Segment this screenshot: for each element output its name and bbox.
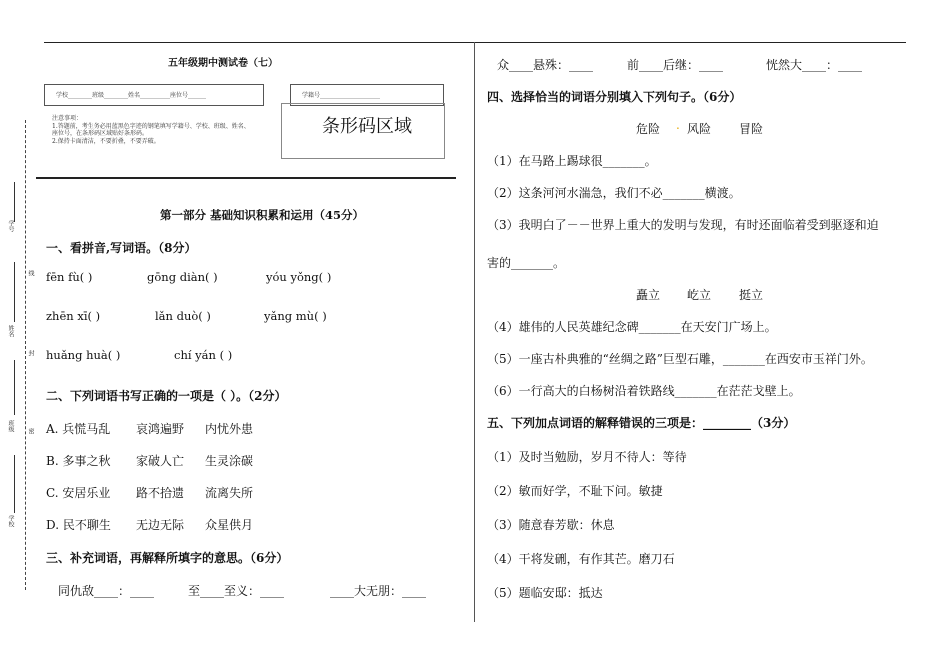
q5-title: 五、下列加点词语的解释错误的三项是：________（3分） xyxy=(487,416,796,430)
fill-item: 众____悬殊：____ xyxy=(497,58,594,72)
pinyin-item: fēn fù( ) xyxy=(46,270,93,284)
binding-mi: 密 xyxy=(27,428,34,434)
binding-blank xyxy=(14,262,15,322)
barcode-label: 条形码区域 xyxy=(322,116,412,137)
word-choice: 冒险 xyxy=(739,122,764,136)
option-word: 生灵涂碳 xyxy=(205,454,254,468)
binding-blank xyxy=(14,182,15,222)
info-line: 学校________班级________姓名__________座位号______ xyxy=(56,92,207,99)
option-word: 众星供月 xyxy=(205,518,254,532)
q1-title: 一、看拼音,写词语。（8分） xyxy=(46,241,197,255)
option-word: 路不拾遗 xyxy=(136,486,185,500)
pinyin-item: yóu yǒng( ) xyxy=(266,270,332,284)
exam-title: 五年级期中测试卷（七） xyxy=(168,58,278,69)
pinyin-item: gōng diàn( ) xyxy=(147,270,218,284)
binding-feng: 封 xyxy=(27,350,34,356)
q3-title: 三、补充词语，再解释所填字的意思。（6分） xyxy=(46,551,289,565)
binding-blank xyxy=(14,360,15,415)
explain-item: （1）及时当勉励，岁月不待人：等待 xyxy=(487,450,687,464)
word-choice: 屹立 xyxy=(687,288,712,302)
sentence: （4）雄伟的人民英雄纪念碑_______在天安门广场上。 xyxy=(487,320,777,334)
sentence: （5）一座古朴典雅的“丝绸之路”巨型石雕，_______在西安市玉祥门外。 xyxy=(487,352,873,366)
center-divider xyxy=(474,42,475,622)
word-choice: 矗立 xyxy=(636,288,661,302)
pinyin-item: chí yán ( ) xyxy=(174,348,233,362)
notice-title: 注意事项： xyxy=(52,115,83,122)
pinyin-item: lǎn duò( ) xyxy=(155,309,211,323)
option-a: A. 兵慌马乱 xyxy=(46,422,111,436)
sentence: （1）在马路上踢球很_______。 xyxy=(487,154,657,168)
sentence: （3）我明白了－－世界上重大的发明与发现，有时还面临着受到驱逐和迫 xyxy=(487,218,879,232)
fill-item: 恍然大____：____ xyxy=(766,58,863,72)
binding-xingming: 姓名 xyxy=(7,325,14,337)
explain-item: （5）题临安邸：抵达 xyxy=(487,586,603,600)
q4-title: 四、选择恰当的词语分别填入下列句子。（6分） xyxy=(487,90,742,104)
option-word: 哀鸿遍野 xyxy=(136,422,185,436)
option-d: D. 民不聊生 xyxy=(46,518,111,532)
student-no-line: 学籍号____________________ xyxy=(302,92,381,99)
pinyin-item: zhēn xī( ) xyxy=(46,309,101,323)
fill-item: ____大无朋：____ xyxy=(330,584,427,598)
notice-2: 2.保持卡面清洁，不要折叠，不要弄破。 xyxy=(52,138,160,145)
explain-item: （2）敏而好学，不耻下问。敏捷 xyxy=(487,484,663,498)
notice-1: 1.答题前，考生务必用蓝黑色字迹的钢笔填写学籍号、学校、班级、姓名、 xyxy=(52,123,250,130)
sentence: （6）一行高大的白杨树沿着铁路线_______在茫茫戈壁上。 xyxy=(487,384,801,398)
q2-title: 二、下列词语书写正确的一项是（ ）。（2分） xyxy=(46,389,287,403)
word-choice: 危险 xyxy=(636,122,661,136)
option-word: 无边无际 xyxy=(136,518,185,532)
notice-1b: 座位号，在条形码区域贴好条形码。 xyxy=(52,130,149,137)
dot-mark: . xyxy=(676,118,680,132)
binding-xuehao: 学号 xyxy=(7,220,14,232)
option-word: 内忧外患 xyxy=(205,422,254,436)
word-choice: 风险 xyxy=(687,122,712,136)
explain-item: （3）随意春芳歇：休息 xyxy=(487,518,615,532)
fill-item: 前____后继：____ xyxy=(627,58,724,72)
binding-banji: 班级 xyxy=(7,420,14,432)
option-word: 流离失所 xyxy=(205,486,254,500)
fill-item: 至____至义：____ xyxy=(188,584,285,598)
binding-xuexiao: 学校 xyxy=(7,515,14,527)
fill-item: 同仇敌____：____ xyxy=(58,584,155,598)
binding-xian: 线 xyxy=(27,270,34,276)
option-b: B. 多事之秋 xyxy=(46,454,111,468)
header-rule xyxy=(36,177,456,179)
pinyin-item: yǎng mù( ) xyxy=(264,309,327,323)
sentence: （2）这条河河水湍急，我们不必_______横渡。 xyxy=(487,186,741,200)
top-rule xyxy=(44,42,906,43)
option-c: C. 安居乐业 xyxy=(46,486,111,500)
explain-item: （4）干将发硎，有作其芒。磨刀石 xyxy=(487,552,675,566)
part1-title: 第一部分 基础知识积累和运用（45分） xyxy=(160,208,365,222)
option-word: 家破人亡 xyxy=(136,454,185,468)
sentence: 害的_______。 xyxy=(487,256,566,270)
word-choice: 挺立 xyxy=(739,288,764,302)
pinyin-item: huǎng huà( ) xyxy=(46,348,121,362)
binding-blank xyxy=(14,455,15,513)
